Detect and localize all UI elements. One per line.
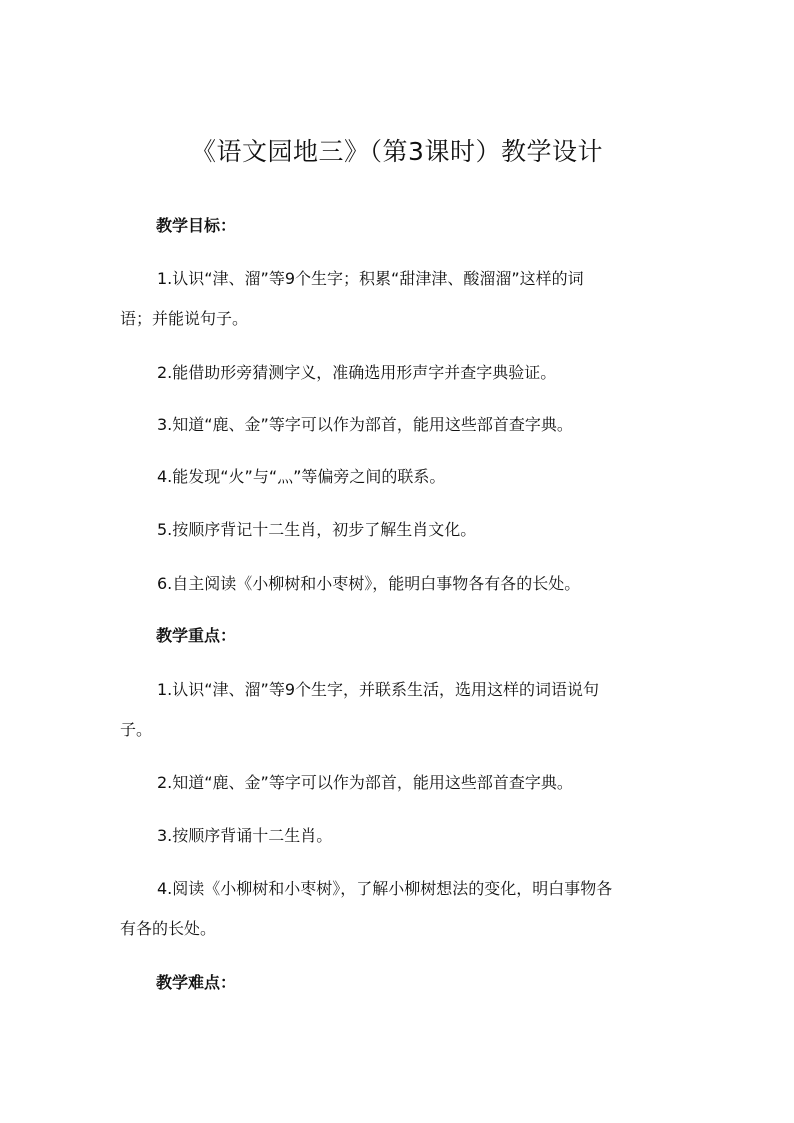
objective-item-1-line-1: 1.认识“津、溜”等9个生字；积累“甜津津、酸溜溜”这样的词	[157, 269, 584, 288]
key-point-item-3-text: 3.按顺序背诵十二生肖。	[157, 826, 333, 845]
key-point-item-3	[120, 824, 676, 848]
document-title: 《语文园地三》（第3课时）教学设计	[191, 137, 603, 166]
objective-item-4	[120, 465, 676, 489]
key-point-item-1	[120, 678, 676, 742]
key-point-item-4-line-1: 4.阅读《小柳树和小枣树》，了解小柳树想法的变化，明白事物各	[157, 879, 613, 898]
key-point-item-2	[120, 771, 676, 795]
objective-item-1-line-2: 语；并能说句子。	[120, 309, 249, 328]
objective-item-2-text: 2.能借助形旁猜测字义，准确选用形声字并查字典验证。	[157, 363, 557, 382]
key-point-item-1-line-1: 1.认识“津、溜”等9个生字，并联系生活，选用这样的词语说句	[157, 680, 600, 699]
key-point-item-4-line-2: 有各的长处。	[120, 919, 217, 938]
objective-item-5-text: 5.按顺序背记十二生肖，初步了解生肖文化。	[157, 520, 477, 539]
key-point-item-4	[120, 877, 676, 941]
key-points-heading: 教学重点：	[156, 626, 237, 645]
objective-item-3	[120, 413, 676, 437]
objectives-heading: 教学目标：	[156, 216, 237, 235]
objective-item-1	[120, 267, 676, 331]
difficulties-heading: 教学难点：	[156, 973, 237, 992]
objective-item-6	[120, 572, 676, 596]
objective-item-6-text: 6.自主阅读《小柳树和小枣树》，能明白事物各有各的长处。	[157, 574, 581, 593]
objective-item-3-text: 3.知道“鹿、金”等字可以作为部首，能用这些部首查字典。	[157, 415, 573, 434]
key-point-item-2-text: 2.知道“鹿、金”等字可以作为部首，能用这些部首查字典。	[157, 773, 573, 792]
key-point-item-1-line-2: 子。	[120, 720, 153, 739]
objective-item-4-text: 4.能发现“火”与“灬”等偏旁之间的联系。	[157, 467, 446, 486]
objective-item-5	[120, 518, 676, 542]
objective-item-2	[120, 361, 676, 385]
